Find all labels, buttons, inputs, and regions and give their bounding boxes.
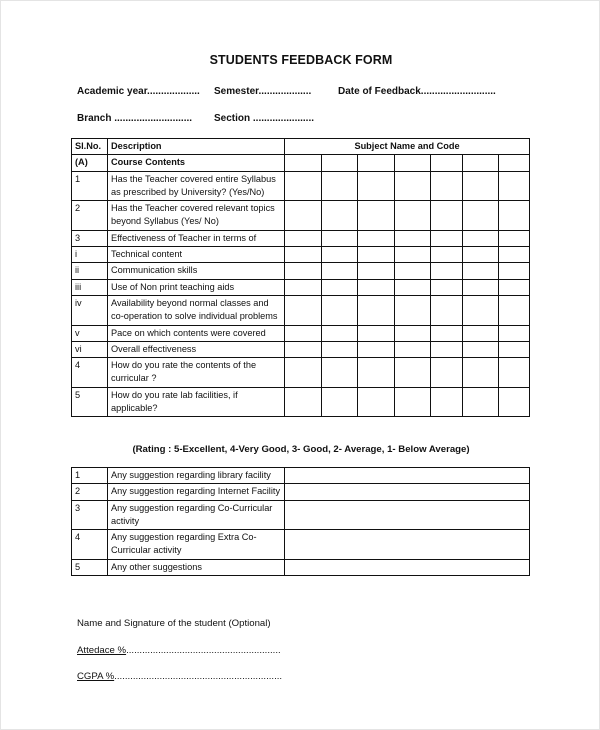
cgpa-label: CGPA % [77, 671, 115, 682]
rating-cell[interactable] [463, 247, 499, 263]
rating-cell[interactable] [322, 279, 358, 295]
rating-cell[interactable] [463, 171, 499, 201]
rating-cell[interactable] [322, 263, 358, 279]
table-row [72, 171, 530, 201]
cgpa-dots: ............................................................... [114, 671, 283, 682]
form-title: STUDENTS FEEDBACK FORM [209, 53, 393, 67]
table-row [72, 155, 530, 171]
row-description: Effectiveness of Teacher in terms of [108, 230, 285, 246]
row-number: v [72, 325, 108, 341]
rating-cell[interactable] [463, 341, 499, 357]
table-row [72, 279, 530, 295]
rating-cell[interactable] [499, 201, 530, 231]
rating-cell[interactable] [322, 358, 358, 388]
table-row [72, 230, 530, 246]
rating-cell[interactable] [395, 263, 431, 279]
rating-cell[interactable] [358, 263, 395, 279]
rating-cell[interactable] [395, 201, 431, 231]
attendance-label: Attedace % [77, 645, 127, 656]
rating-cell[interactable] [463, 358, 499, 388]
cgpa-line [77, 671, 282, 682]
rating-cell[interactable] [285, 387, 322, 417]
row-number: iii [72, 279, 108, 295]
rating-cell[interactable] [358, 279, 395, 295]
suggestion-number: 5 [72, 559, 108, 575]
rating-cell[interactable] [358, 155, 395, 171]
rating-cell[interactable] [358, 325, 395, 341]
semester-field: Semester................... [214, 86, 312, 97]
rating-cell[interactable] [463, 387, 499, 417]
row-description: Availability beyond normal classes and co-operation to solve individual problems [108, 295, 285, 325]
rating-cell[interactable] [431, 325, 463, 341]
rating-cell[interactable] [431, 201, 463, 231]
row-number: 2 [72, 201, 108, 231]
rating-cell[interactable] [463, 279, 499, 295]
suggestion-answer-cell[interactable] [285, 559, 530, 575]
rating-cell[interactable] [285, 155, 322, 171]
rating-cell[interactable] [463, 155, 499, 171]
suggestion-answer-cell[interactable] [285, 500, 530, 530]
rating-cell[interactable] [395, 341, 431, 357]
branch-field: Branch ............................ [77, 113, 193, 124]
rating-cell[interactable] [322, 155, 358, 171]
rating-cell[interactable] [499, 247, 530, 263]
rating-cell[interactable] [431, 230, 463, 246]
rating-cell[interactable] [431, 295, 463, 325]
rating-cell[interactable] [358, 387, 395, 417]
rating-cell[interactable] [395, 325, 431, 341]
date-of-feedback-field: Date of Feedback........................... [338, 86, 496, 97]
suggestion-description: Any suggestion regarding library facility [108, 468, 285, 484]
suggestion-number: 1 [72, 468, 108, 484]
rating-cell[interactable] [499, 279, 530, 295]
rating-cell[interactable] [463, 295, 499, 325]
rating-cell[interactable] [358, 295, 395, 325]
row-description: Communication skills [108, 263, 285, 279]
row-number: 3 [72, 230, 108, 246]
rating-cell[interactable] [463, 325, 499, 341]
rating-cell[interactable] [322, 247, 358, 263]
row-number: vi [72, 341, 108, 357]
rating-cell[interactable] [395, 295, 431, 325]
suggestion-row [72, 468, 530, 484]
table-row [72, 358, 530, 388]
suggestion-number: 3 [72, 500, 108, 530]
rating-cell[interactable] [431, 358, 463, 388]
feedback-table [71, 138, 530, 417]
suggestions-table [71, 467, 530, 576]
row-description: Pace on which contents were covered [108, 325, 285, 341]
rating-cell[interactable] [499, 387, 530, 417]
row-description: Technical content [108, 247, 285, 263]
rating-cell[interactable] [395, 230, 431, 246]
suggestion-number: 4 [72, 530, 108, 560]
row-number: iv [72, 295, 108, 325]
rating-cell[interactable] [358, 341, 395, 357]
rating-cell[interactable] [285, 171, 322, 201]
rating-cell[interactable] [322, 341, 358, 357]
rating-cell[interactable] [358, 230, 395, 246]
row-number: (A) [72, 155, 108, 171]
suggestion-number: 2 [72, 484, 108, 500]
suggestion-row [72, 484, 530, 500]
row-description: Overall effectiveness [108, 341, 285, 357]
rating-legend: (Rating : 5-Excellent, 4-Very Good, 3- Good, 2- Average, 1- Below Average) [132, 444, 470, 455]
rating-cell[interactable] [285, 230, 322, 246]
table-row [72, 201, 530, 231]
slno-header: Sl.No. [72, 139, 108, 155]
rating-cell[interactable] [499, 341, 530, 357]
suggestion-row [72, 500, 530, 530]
row-number: 4 [72, 358, 108, 388]
rating-cell[interactable] [499, 358, 530, 388]
row-number: 5 [72, 387, 108, 417]
rating-cell[interactable] [395, 155, 431, 171]
student-signature-label: Name and Signature of the student (Optional) [77, 618, 271, 629]
suggestion-answer-cell[interactable] [285, 484, 530, 500]
rating-cell[interactable] [285, 279, 322, 295]
rating-cell[interactable] [358, 171, 395, 201]
rating-cell[interactable] [358, 201, 395, 231]
suggestion-description: Any other suggestions [108, 559, 285, 575]
section-field: Section ...................... [214, 113, 315, 124]
attendance-line [77, 645, 281, 656]
academic-year-field: Academic year................... [77, 86, 200, 97]
table-row [72, 341, 530, 357]
rating-cell[interactable] [322, 325, 358, 341]
rating-cell[interactable] [322, 171, 358, 201]
rating-cell[interactable] [395, 387, 431, 417]
suggestion-description: Any suggestion regarding Co-Curricular activity [108, 500, 285, 530]
rating-cell[interactable] [499, 171, 530, 201]
rating-cell[interactable] [395, 358, 431, 388]
rating-cell[interactable] [499, 230, 530, 246]
rating-cell[interactable] [499, 325, 530, 341]
rating-cell[interactable] [395, 171, 431, 201]
rating-cell[interactable] [431, 279, 463, 295]
row-description: How do you rate lab facilities, if applicable? [108, 387, 285, 417]
rating-cell[interactable] [322, 230, 358, 246]
description-header: Description [108, 139, 285, 155]
rating-cell[interactable] [499, 295, 530, 325]
row-number: ii [72, 263, 108, 279]
row-number: i [72, 247, 108, 263]
subject-header: Subject Name and Code [285, 139, 530, 155]
table-row [72, 263, 530, 279]
rating-cell[interactable] [463, 263, 499, 279]
table-row [72, 325, 530, 341]
table-row [72, 295, 530, 325]
rating-cell[interactable] [285, 201, 322, 231]
rating-cell[interactable] [431, 155, 463, 171]
rating-cell[interactable] [395, 247, 431, 263]
rating-cell[interactable] [322, 295, 358, 325]
row-description: How do you rate the contents of the curricular ? [108, 358, 285, 388]
suggestion-description: Any suggestion regarding Internet Facility [108, 484, 285, 500]
rating-cell[interactable] [358, 358, 395, 388]
rating-cell[interactable] [358, 247, 395, 263]
rating-cell[interactable] [322, 387, 358, 417]
table-row [72, 247, 530, 263]
rating-cell[interactable] [285, 358, 322, 388]
suggestion-answer-cell[interactable] [285, 468, 530, 484]
attendance-dots: .......................................................... [126, 645, 281, 656]
rating-cell[interactable] [285, 341, 322, 357]
row-description: Has the Teacher covered entire Syllabus as prescribed by University? (Yes/No) [108, 171, 285, 201]
rating-cell[interactable] [285, 247, 322, 263]
suggestion-row [72, 559, 530, 575]
rating-cell[interactable] [431, 247, 463, 263]
rating-cell[interactable] [463, 201, 499, 231]
rating-cell[interactable] [322, 201, 358, 231]
rating-cell[interactable] [285, 295, 322, 325]
row-description: Use of Non print teaching aids [108, 279, 285, 295]
rating-cell[interactable] [431, 387, 463, 417]
rating-cell[interactable] [431, 341, 463, 357]
suggestion-description: Any suggestion regarding Extra Co-Curricular activity [108, 530, 285, 560]
row-number: 1 [72, 171, 108, 201]
rating-cell[interactable] [431, 171, 463, 201]
rating-cell[interactable] [499, 155, 530, 171]
row-description: Has the Teacher covered relevant topics beyond Syllabus (Yes/ No) [108, 201, 285, 231]
rating-cell[interactable] [285, 325, 322, 341]
table-row [72, 387, 530, 417]
table-header-row [72, 139, 530, 155]
suggestion-answer-cell[interactable] [285, 530, 530, 560]
row-description: Course Contents [108, 155, 285, 171]
rating-cell[interactable] [395, 279, 431, 295]
rating-cell[interactable] [285, 263, 322, 279]
suggestion-row [72, 530, 530, 560]
rating-cell[interactable] [499, 263, 530, 279]
rating-cell[interactable] [431, 263, 463, 279]
rating-cell[interactable] [463, 230, 499, 246]
